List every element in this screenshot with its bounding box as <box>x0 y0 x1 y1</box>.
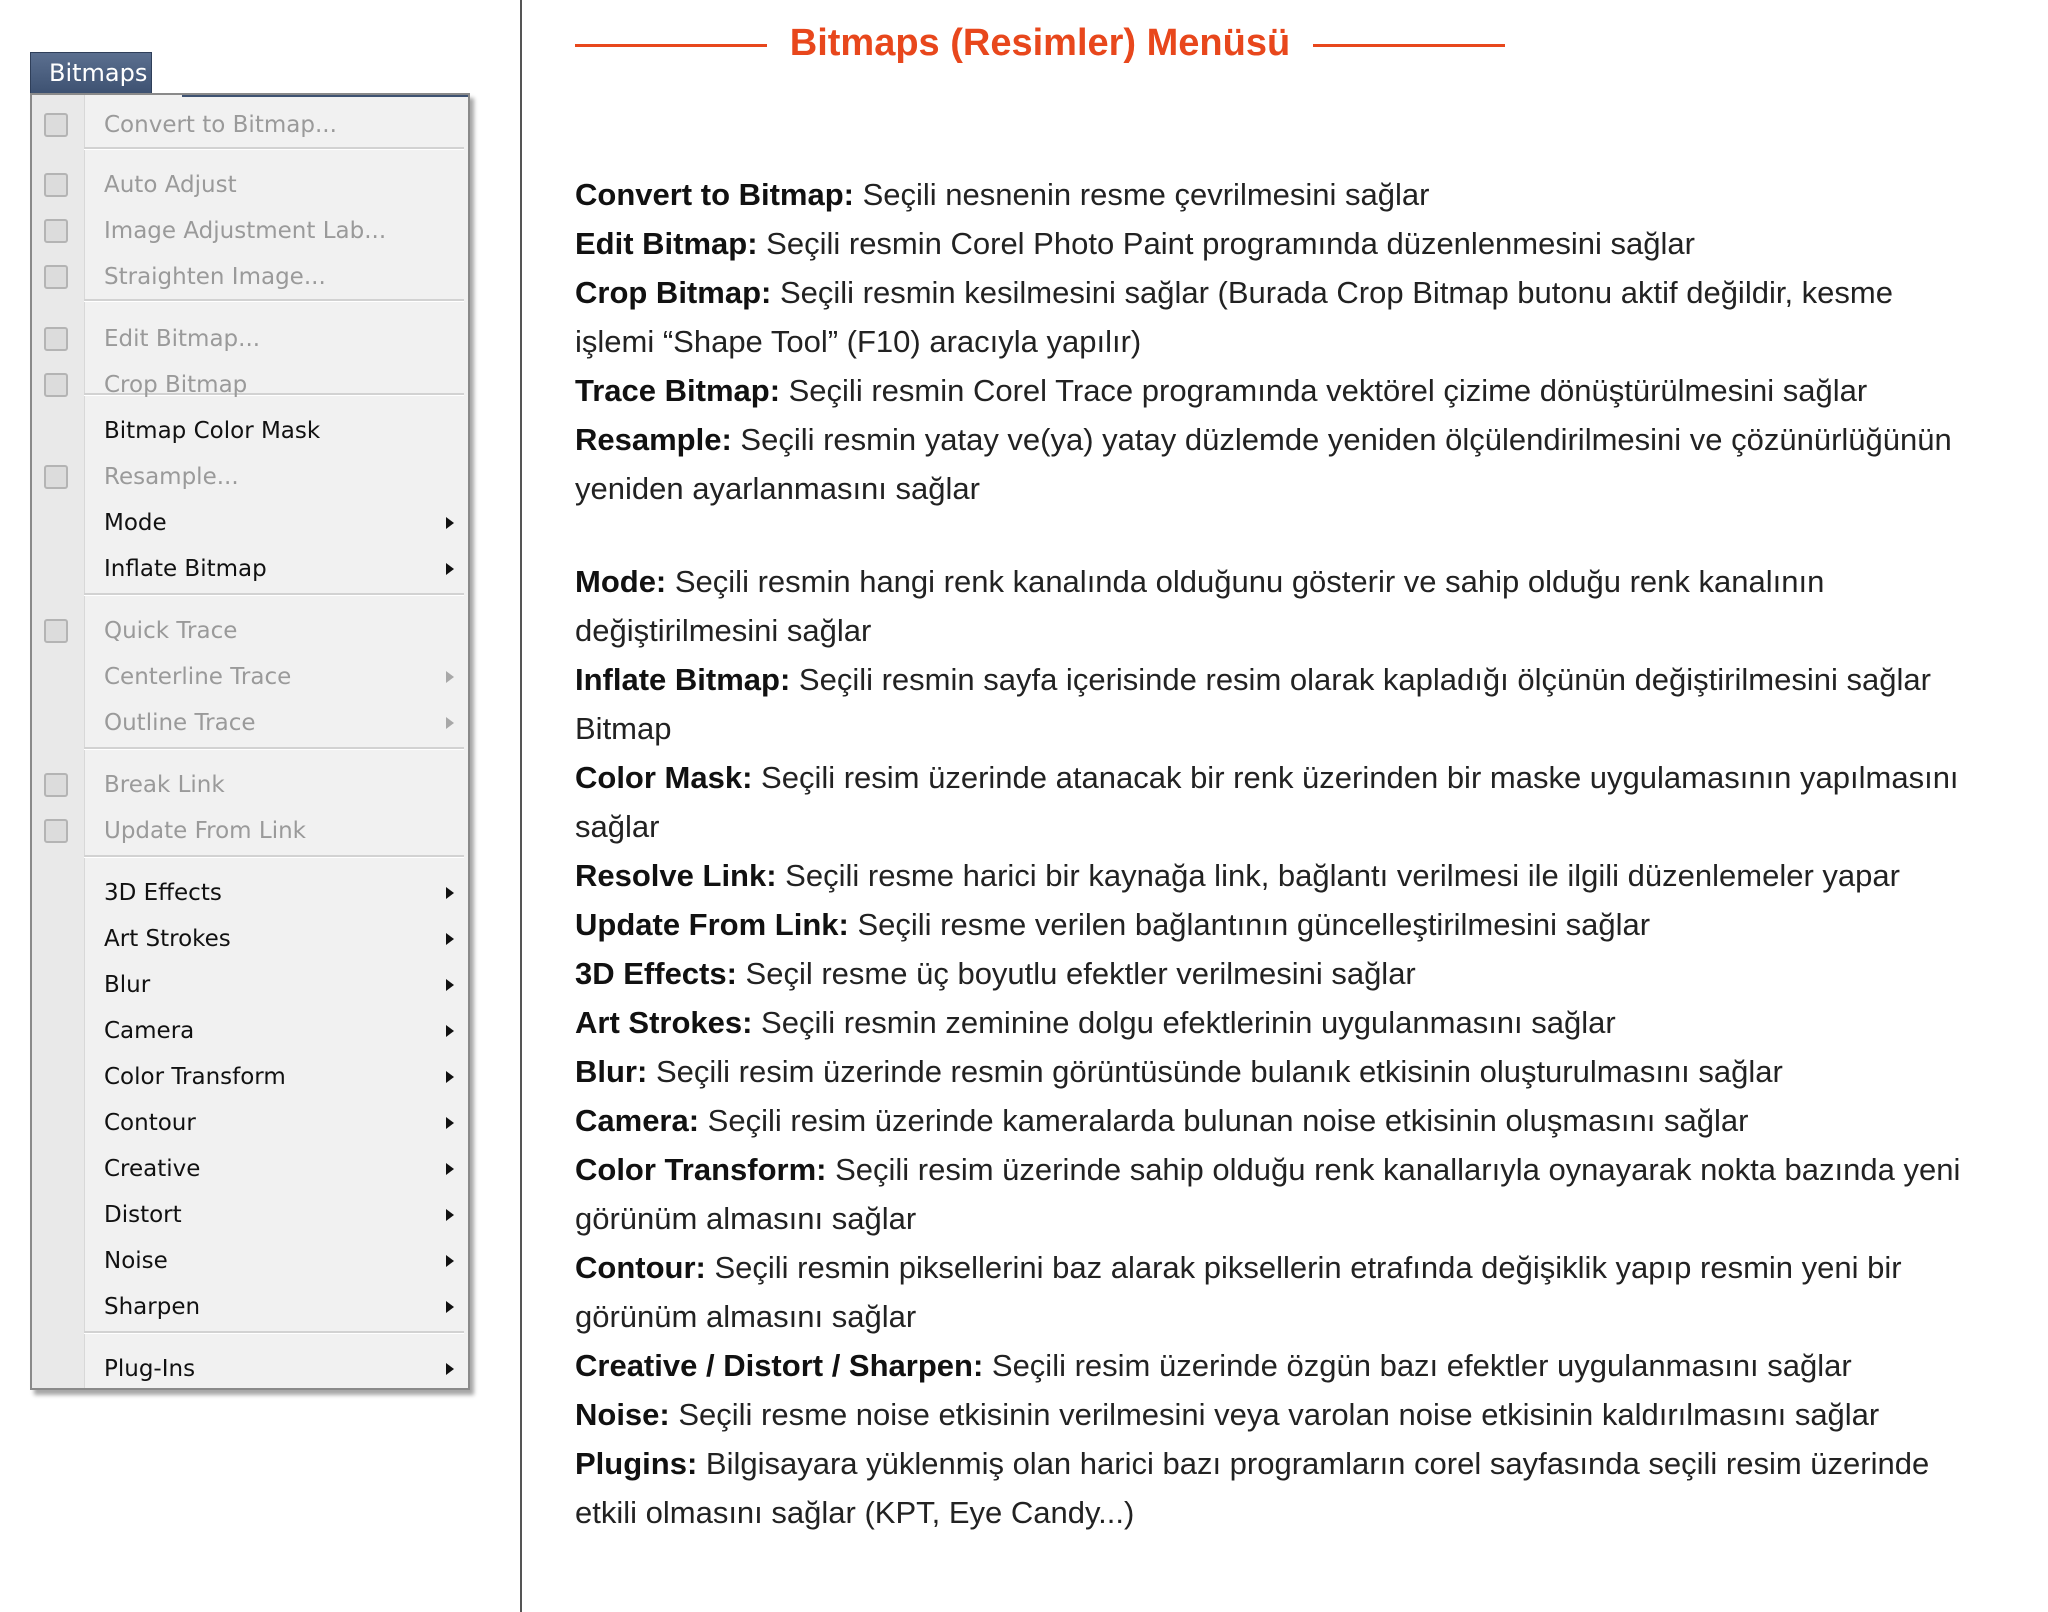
submenu-arrow-icon <box>446 1255 454 1267</box>
description-term: Inflate Bitmap: <box>575 662 791 697</box>
menu-item-label: Update From Link <box>104 818 307 844</box>
quick-trace-icon <box>44 619 68 643</box>
menu-item-label: Camera <box>104 1018 195 1044</box>
menu-item-convert-to-bitmap[interactable] <box>32 103 468 147</box>
straighten-image-icon <box>44 265 68 289</box>
menu-item-inflate-bitmap[interactable] <box>32 547 468 591</box>
description-line <box>575 704 2035 753</box>
vertical-divider <box>520 0 522 1612</box>
menu-item-3d-effects[interactable] <box>32 871 468 915</box>
menu-item-label: Quick Trace <box>104 618 238 644</box>
menu-item-label: Inflate Bitmap <box>104 556 267 582</box>
submenu-arrow-icon <box>446 517 454 529</box>
document-title: Bitmaps (Resimler) Menüsü <box>789 22 1291 64</box>
description-line <box>575 753 2035 802</box>
description-text: etkili olmasını sağlar (KPT, Eye Candy...) <box>575 1495 1135 1530</box>
description-line <box>575 1341 2035 1390</box>
menu-item-label: Mode <box>104 510 167 536</box>
description-line <box>575 606 2035 655</box>
description-text: Seçili resme harici bir kaynağa link, bağlantı verilmesi ile ilgili düzenlemeler yapar <box>776 858 1900 893</box>
bitmaps-dropdown-menu <box>30 93 470 1390</box>
description-text: işlemi “Shape Tool” (F10) aracıyla yapılır) <box>575 324 1142 359</box>
description-text: Seçili resmin Corel Photo Paint programında düzenlenmesini sağlar <box>757 226 1695 261</box>
description-text: Bitmap <box>575 711 672 746</box>
description-term: Noise: <box>575 1397 670 1432</box>
submenu-arrow-icon <box>446 1071 454 1083</box>
menu-separator <box>84 299 464 302</box>
menu-separator <box>84 855 464 858</box>
submenu-arrow-icon <box>446 671 454 683</box>
description-line <box>575 655 2035 704</box>
description-term: Crop Bitmap: <box>575 275 772 310</box>
description-term: Color Transform: <box>575 1152 827 1187</box>
submenu-arrow-icon <box>446 1209 454 1221</box>
document-title-row <box>575 18 1505 68</box>
description-line <box>575 1488 2035 1537</box>
description-term: Convert to Bitmap: <box>575 177 854 212</box>
description-line <box>575 317 2035 366</box>
description-text: Seçili resmin zeminine dolgu efektlerinin uygulanmasını sağlar <box>752 1005 1616 1040</box>
menu-item-label: 3D Effects <box>104 880 222 906</box>
submenu-arrow-icon <box>446 1301 454 1313</box>
description-line <box>575 557 2035 606</box>
description-text: Seçil resme üç boyutlu efektler verilmesini sağlar <box>736 956 1416 991</box>
menu-item-label: Centerline Trace <box>104 664 292 690</box>
menu-item-noise[interactable] <box>32 1239 468 1283</box>
menu-item-straighten-image[interactable] <box>32 255 468 299</box>
menu-item-quick-trace[interactable] <box>32 609 468 653</box>
menu-item-label: Distort <box>104 1202 182 1228</box>
menu-item-contour[interactable] <box>32 1101 468 1145</box>
menu-item-sharpen[interactable] <box>32 1285 468 1329</box>
menu-item-mode[interactable] <box>32 501 468 545</box>
description-block-1 <box>575 170 2035 513</box>
description-text: yeniden ayarlanmasını sağlar <box>575 471 980 506</box>
menu-item-label: Creative <box>104 1156 201 1182</box>
menu-top-border <box>182 95 468 97</box>
menu-item-centerline-trace[interactable] <box>32 655 468 699</box>
description-term: Color Mask: <box>575 760 753 795</box>
menu-item-label: Convert to Bitmap... <box>104 112 337 138</box>
description-term: Trace Bitmap: <box>575 373 781 408</box>
menu-item-label: Plug-Ins <box>104 1356 196 1382</box>
menu-item-color-transform[interactable] <box>32 1055 468 1099</box>
description-text: Bilgisayara yüklenmiş olan harici bazı programların corel sayfasında seçili resim üzerinde <box>697 1446 1930 1481</box>
submenu-arrow-icon <box>446 1363 454 1375</box>
menu-item-break-link[interactable] <box>32 763 468 807</box>
description-text: Seçili resmin kesilmesini sağlar (Burada Crop Bitmap butonu aktif değildir, kesme <box>771 275 1893 310</box>
description-term: Creative / Distort / Sharpen: <box>575 1348 984 1383</box>
menu-bitmaps-tab[interactable]: Bitmaps <box>30 52 152 94</box>
menu-item-distort[interactable] <box>32 1193 468 1237</box>
description-text: Seçili resmin hangi renk kanalında olduğunu gösterir ve sahip olduğu renk kanalının <box>666 564 1825 599</box>
description-term: Contour: <box>575 1250 706 1285</box>
menu-item-plug-ins[interactable] <box>32 1347 468 1391</box>
description-line <box>575 1096 2035 1145</box>
description-term: 3D Effects: <box>575 956 737 991</box>
menu-item-image-adjustment-lab[interactable] <box>32 209 468 253</box>
submenu-arrow-icon <box>446 887 454 899</box>
description-term: Mode: <box>575 564 667 599</box>
description-line <box>575 1243 2035 1292</box>
description-term: Art Strokes: <box>575 1005 753 1040</box>
description-text: Seçili nesnenin resme çevrilmesini sağlar <box>854 177 1430 212</box>
description-line <box>575 170 2035 219</box>
description-line <box>575 1292 2035 1341</box>
description-line <box>575 1047 2035 1096</box>
menu-item-label: Bitmap Color Mask <box>104 418 321 444</box>
description-text: Seçili resmin sayfa içerisinde resim olarak kapladığı ölçünün değiştirilmesini sağlar <box>790 662 1931 697</box>
description-line <box>575 1194 2035 1243</box>
menu-item-label: Contour <box>104 1110 196 1136</box>
description-text: Seçili resim üzerinde kameralarda bulunan noise etkisinin oluşmasını sağlar <box>699 1103 1749 1138</box>
submenu-arrow-icon <box>446 979 454 991</box>
description-line <box>575 998 2035 1047</box>
menu-item-auto-adjust[interactable] <box>32 163 468 207</box>
description-line <box>575 268 2035 317</box>
submenu-arrow-icon <box>446 1163 454 1175</box>
menu-item-outline-trace[interactable] <box>32 701 468 745</box>
description-line <box>575 415 2035 464</box>
description-line <box>575 366 2035 415</box>
menu-item-label: Blur <box>104 972 151 998</box>
submenu-arrow-icon <box>446 933 454 945</box>
menu-item-camera[interactable] <box>32 1009 468 1053</box>
description-line <box>575 802 2035 851</box>
description-block-2 <box>575 557 2035 1537</box>
menu-item-label: Noise <box>104 1248 168 1274</box>
description-text: değiştirilmesini sağlar <box>575 613 872 648</box>
menu-item-edit-bitmap[interactable] <box>32 317 468 361</box>
menu-item-label: Edit Bitmap... <box>104 326 261 352</box>
image-adjustment-lab-icon <box>44 219 68 243</box>
description-line <box>575 949 2035 998</box>
crop-bitmap-icon <box>44 373 68 397</box>
description-line <box>575 464 2035 513</box>
menu-separator <box>84 147 464 150</box>
description-term: Edit Bitmap: <box>575 226 758 261</box>
description-text: Seçili resme verilen bağlantının güncelleştirilmesini sağlar <box>848 907 1651 942</box>
resample-icon <box>44 465 68 489</box>
description-line <box>575 900 2035 949</box>
description-term: Update From Link: <box>575 907 849 942</box>
menu-item-label: Color Transform <box>104 1064 286 1090</box>
menu-separator <box>84 747 464 750</box>
description-text: Seçili resme noise etkisinin verilmesini veya varolan noise etkisinin kaldırılmasını sağlar <box>669 1397 1880 1432</box>
description-text: Seçili resmin yatay ve(ya) yatay düzlemde yeniden ölçülendirilmesini ve çözünürlüğünün <box>731 422 1952 457</box>
update-from-link-icon <box>44 819 68 843</box>
menu-item-creative[interactable] <box>32 1147 468 1191</box>
menu-item-bitmap-color-mask[interactable] <box>32 409 468 453</box>
description-term: Resolve Link: <box>575 858 777 893</box>
description-term: Plugins: <box>575 1446 698 1481</box>
description-term: Camera: <box>575 1103 700 1138</box>
description-text: Seçili resmin piksellerini baz alarak piksellerin etrafında değişiklik yapıp resmin yeni bir <box>705 1250 1902 1285</box>
description-text: görünüm almasını sağlar <box>575 1299 917 1334</box>
description-term: Blur: <box>575 1054 648 1089</box>
menu-item-label: Auto Adjust <box>104 172 237 198</box>
description-text: sağlar <box>575 809 660 844</box>
description-text: Seçili resim üzerinde atanacak bir renk üzerinden bir maske uygulamasının yapılmasını <box>752 760 1959 795</box>
submenu-arrow-icon <box>446 563 454 575</box>
description-text: Seçili resim üzerinde resmin görüntüsünde bulanık etkisinin oluşturulmasını sağlar <box>647 1054 1783 1089</box>
edit-bitmap-icon <box>44 327 68 351</box>
description-text: Seçili resim üzerinde özgün bazı efektler uygulanmasını sağlar <box>983 1348 1852 1383</box>
menu-item-label: Image Adjustment Lab... <box>104 218 387 244</box>
description-line <box>575 851 2035 900</box>
convert-bitmap-icon <box>44 113 68 137</box>
title-rule-right <box>1313 44 1505 47</box>
menu-separator <box>84 593 464 596</box>
description-term: Resample: <box>575 422 732 457</box>
menu-item-label: Art Strokes <box>104 926 231 952</box>
submenu-arrow-icon <box>446 1025 454 1037</box>
description-line <box>575 1145 2035 1194</box>
menu-item-label: Straighten Image... <box>104 264 326 290</box>
menu-item-label: Resample... <box>104 464 239 490</box>
submenu-arrow-icon <box>446 717 454 729</box>
menu-item-blur[interactable] <box>32 963 468 1007</box>
description-line <box>575 219 2035 268</box>
menu-item-art-strokes[interactable] <box>32 917 468 961</box>
menu-item-label: Break Link <box>104 772 225 798</box>
menu-item-resample[interactable] <box>32 455 468 499</box>
auto-adjust-icon <box>44 173 68 197</box>
description-text: görünüm almasını sağlar <box>575 1201 917 1236</box>
menu-separator <box>84 1331 464 1334</box>
description-line <box>575 1439 2035 1488</box>
menu-item-label: Crop Bitmap <box>104 372 248 398</box>
description-line <box>575 1390 2035 1439</box>
menu-item-crop-bitmap[interactable] <box>32 363 468 407</box>
menu-item-label: Sharpen <box>104 1294 201 1320</box>
submenu-arrow-icon <box>446 1117 454 1129</box>
menu-item-label: Outline Trace <box>104 710 256 736</box>
break-link-icon <box>44 773 68 797</box>
description-text: Seçili resim üzerinde sahip olduğu renk kanallarıyla oynayarak nokta bazında yeni <box>826 1152 1961 1187</box>
description-text: Seçili resmin Corel Trace programında vektörel çizime dönüştürülmesini sağlar <box>780 373 1868 408</box>
menu-item-update-from-link[interactable] <box>32 809 468 853</box>
